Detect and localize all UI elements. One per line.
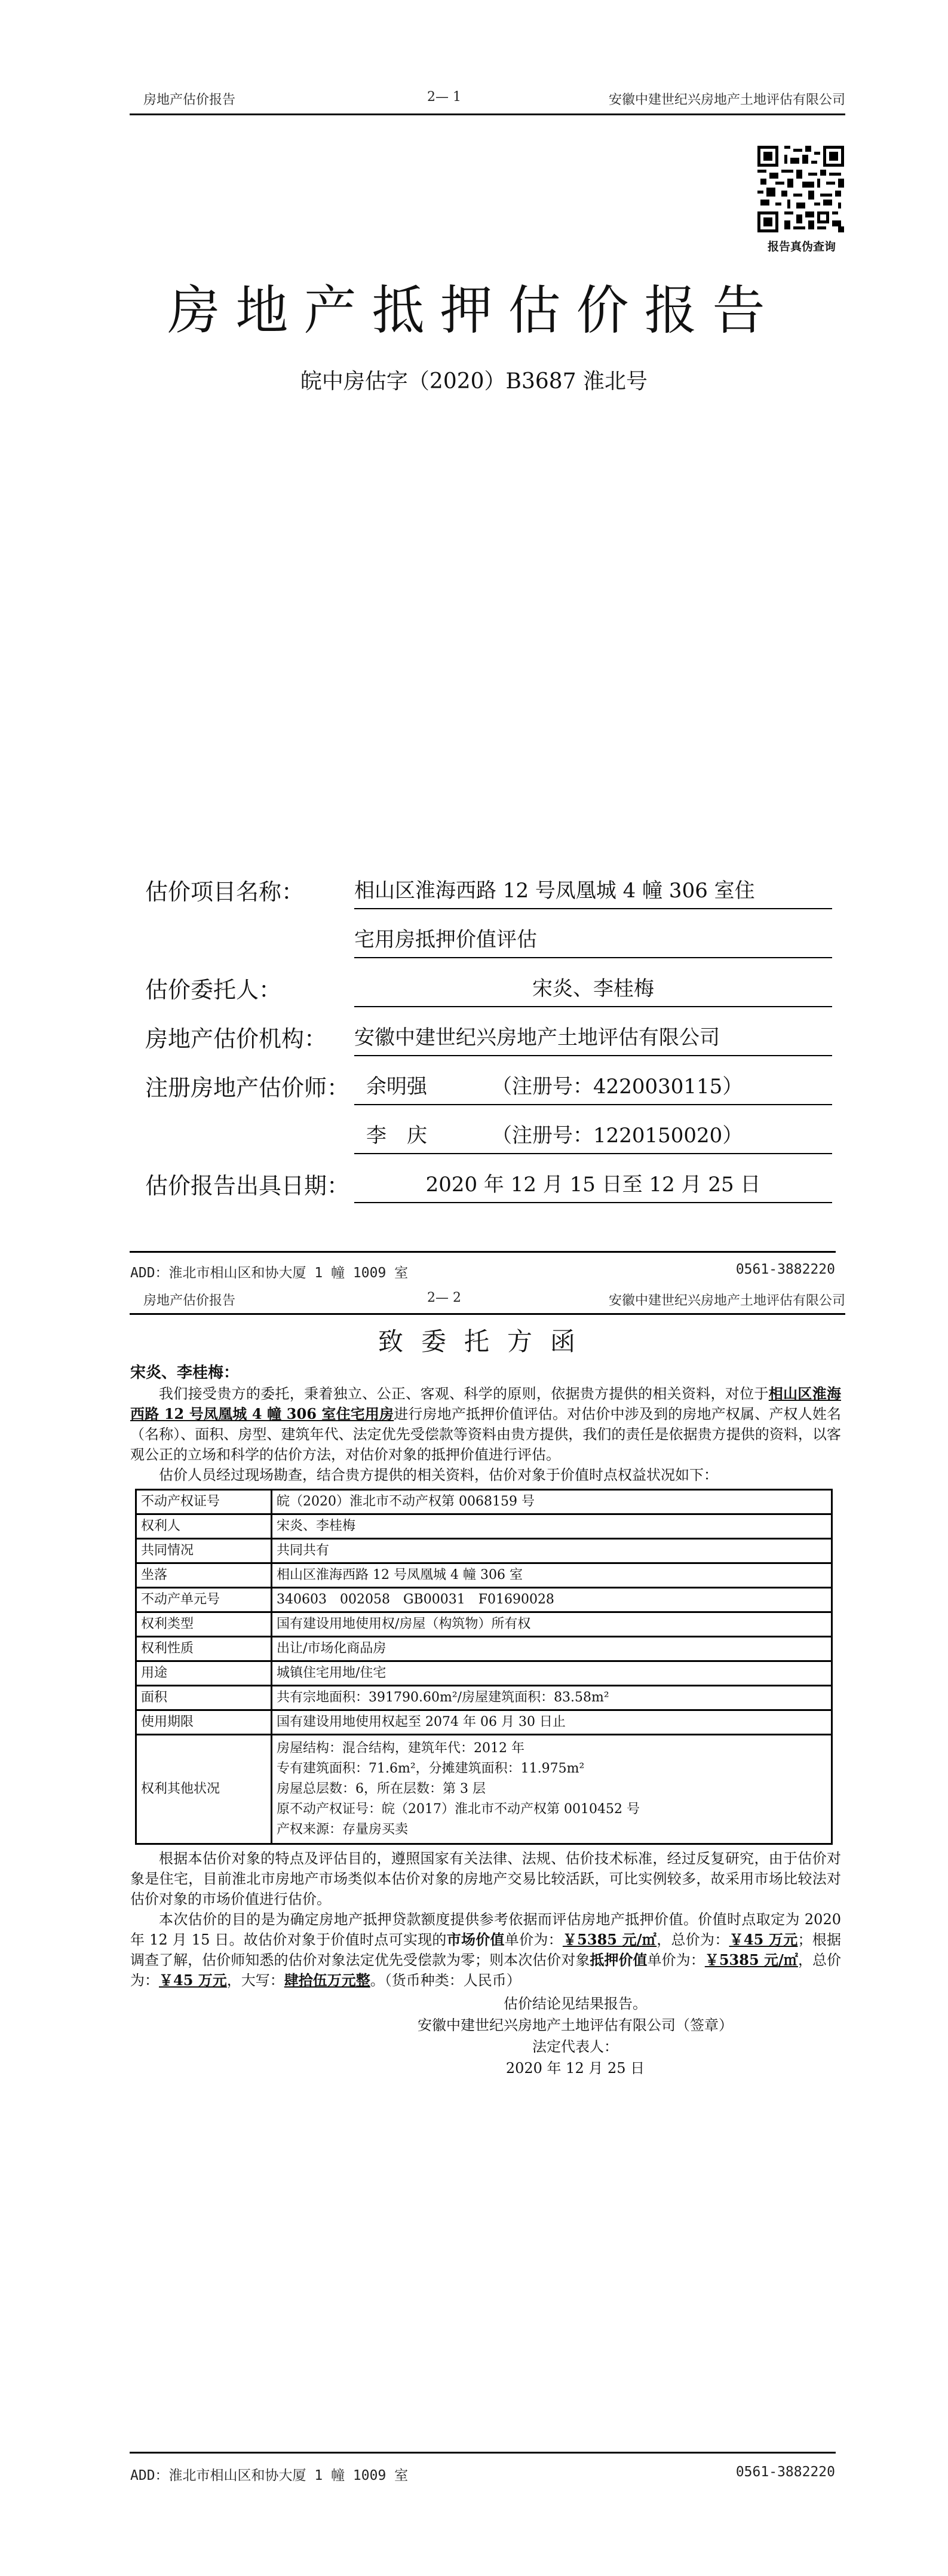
market-total-price: ￥45 万元 <box>729 1931 798 1948</box>
table-row <box>136 1686 832 1710</box>
footer-address: ADD：淮北市相山区和协大厦 1 幢 1009 室 <box>130 1265 409 1281</box>
date-value: 2020 年 12 月 15 日至 12 月 25 日 <box>354 1167 832 1203</box>
signature-date: 2020 年 12 月 25 日 <box>505 2060 645 2077</box>
header-company: 安徽中建世纪兴房地产土地评估有限公司 <box>608 93 845 108</box>
appraiser-2-reg: （注册号：1220150020） <box>492 1124 743 1148</box>
report-number: 皖中房估字（2020）B3687 淮北号 <box>300 369 648 394</box>
table-value: 皖（2020）淮北市不动产权第 0068159 号 <box>272 1490 832 1514</box>
cover-fields <box>145 873 832 1216</box>
intro-paragraph <box>130 1384 841 1465</box>
appraiser-row-2 <box>145 1118 832 1154</box>
client-value: 宋炎、李桂梅 <box>354 971 832 1007</box>
appraiser-1-name: 余明强 <box>366 1075 427 1099</box>
other-status-line: 产权来源：存量房买卖 <box>277 1822 409 1837</box>
table-row <box>136 1612 832 1637</box>
client-row <box>145 971 832 1007</box>
header-rule <box>130 114 845 115</box>
qr-caption: 报告真伪查询 <box>767 240 836 253</box>
value-text-1: 本次估价的目的是为确定房地产抵押贷款额度提供参考依据而评估房地产抵押价值。价值时点取定为 2020 年 12 月 15 日。故估价对象于价值时点可实现的 <box>130 1911 841 1948</box>
table-row <box>136 1588 832 1612</box>
signature-block <box>130 1993 841 2079</box>
table-key: 权利人 <box>136 1514 272 1539</box>
value-text-4: ；根据调查了解，估价师知悉的估价对象法定优先受偿款为零；则本次估价对象 <box>130 1931 842 1968</box>
salutation: 宋炎、李桂梅： <box>130 1364 240 1382</box>
footer-rule <box>130 2452 836 2454</box>
letter-title: 致委托方函 <box>378 1327 593 1356</box>
header-company: 安徽中建世纪兴房地产土地评估有限公司 <box>608 1293 845 1308</box>
footer-phone: 0561-3882220 <box>735 2464 835 2480</box>
header-left: 房地产估价报告 <box>143 93 236 108</box>
table-row <box>136 1563 832 1588</box>
date-row <box>145 1167 832 1203</box>
table-row <box>136 1539 832 1563</box>
survey-paragraph: 估价人员经过现场勘查，结合贵方提供的相关资料，估价对象于价值时点权益状况如下： <box>159 1467 718 1483</box>
table-key: 权利类型 <box>136 1612 272 1637</box>
property-rights-table <box>135 1489 833 1845</box>
project-name-row-2 <box>145 922 832 958</box>
table-row <box>136 1661 832 1686</box>
table-key: 不动产单元号 <box>136 1588 272 1612</box>
appraiser-label: 注册房地产估价师： <box>145 1075 350 1101</box>
table-value: 城镇住宅用地/住宅 <box>272 1661 832 1686</box>
table-value: 340603 002058 GB00031 F01690028 <box>272 1588 832 1612</box>
report-title: 房地产抵押估价报告 <box>167 280 781 341</box>
page-header <box>130 1290 845 1311</box>
table-key: 共同情况 <box>136 1539 272 1563</box>
market-value-label: 市场价值 <box>446 1931 505 1948</box>
table-value: 共同共有 <box>272 1539 832 1563</box>
table-key: 权利其他状况 <box>136 1735 272 1844</box>
valuation-subject: 相山区淮海西路 12 号凤凰城 4 幢 306 室住宅用房 <box>130 1385 841 1422</box>
header-rule <box>130 1313 845 1315</box>
intro-text-b: 进行房地产抵押价值评估。对估价中涉及到的房地产权属、产权人姓名（名称）、面积、房型、建筑年代、法定优先受偿款等资料由贵方提供，我们的责任是依据贵方提供的资料，以客观公正的立场和科学的估价方法，对估价对象的抵押价值进行评估。 <box>130 1406 842 1463</box>
footer-address: ADD：淮北市相山区和协大厦 1 幢 1009 室 <box>130 2468 409 2483</box>
project-name-line2: 宅用房抵押价值评估 <box>354 922 832 958</box>
value-text-6: ，总价为： <box>130 1952 842 1989</box>
table-key: 用途 <box>136 1661 272 1686</box>
table-key: 权利性质 <box>136 1637 272 1661</box>
page-header <box>130 90 845 110</box>
value-text-7: ，大写： <box>226 1972 284 1989</box>
value-paragraph <box>130 1909 841 1991</box>
other-status-line: 专有建筑面积：71.6m²，分摊建筑面积：11.975m² <box>277 1761 585 1776</box>
mortgage-total-words: 肆拾伍万元整 <box>284 1971 370 1989</box>
agency-row <box>145 1020 832 1056</box>
value-text-3: ，总价为： <box>656 1931 729 1948</box>
client-label: 估价委托人： <box>145 977 282 1003</box>
letter-body <box>130 1324 841 2079</box>
project-name-line1: 相山区淮海西路 12 号凤凰城 4 幢 306 室住 <box>354 873 832 909</box>
other-status-line: 房屋总层数：6，所在层数：第 3 层 <box>277 1781 486 1796</box>
market-unit-price: ￥5385 元/㎡ <box>562 1931 657 1948</box>
table-value: 国有建设用地使用权起至 2074 年 06 月 30 日止 <box>272 1710 832 1735</box>
table-key: 不动产权证号 <box>136 1490 272 1514</box>
mortgage-value-label: 抵押价值 <box>590 1951 648 1968</box>
appraiser-1-reg: （注册号：4220030115） <box>492 1075 743 1099</box>
appraiser-row-1 <box>145 1069 832 1105</box>
footer-rule <box>130 1251 836 1253</box>
appraiser-2-name: 李 庆 <box>366 1124 427 1148</box>
appraiser-1 <box>354 1069 832 1105</box>
appraiser-2 <box>354 1118 832 1154</box>
agency-value: 安徽中建世纪兴房地产土地评估有限公司 <box>354 1020 832 1056</box>
table-value: 国有建设用地使用权/房屋（构筑物）所有权 <box>272 1612 832 1637</box>
agency-label: 房地产估价机构： <box>145 1026 327 1052</box>
conclusion-note: 估价结论见结果报告。 <box>504 1995 647 2012</box>
table-row <box>136 1490 832 1514</box>
table-row <box>136 1637 832 1661</box>
mortgage-unit-price: ￥5385 元/㎡ <box>704 1951 798 1968</box>
legal-representative: 法定代表人： <box>532 2038 618 2055</box>
table-key: 面积 <box>136 1686 272 1710</box>
other-status-line: 原不动产权证号：皖（2017）淮北市不动产权第 0010452 号 <box>277 1802 640 1817</box>
header-page-number: 2— 1 <box>427 90 461 105</box>
table-value: 出让/市场化商品房 <box>272 1637 832 1661</box>
footer-phone: 0561-3882220 <box>735 1262 835 1277</box>
header-left: 房地产估价报告 <box>143 1293 236 1308</box>
table-key: 坐落 <box>136 1563 272 1588</box>
table-key: 使用期限 <box>136 1710 272 1735</box>
table-row <box>136 1710 832 1735</box>
project-name-label: 估价项目名称： <box>145 879 305 905</box>
table-row <box>136 1514 832 1539</box>
other-status-line: 房屋结构：混合结构，建筑年代：2012 年 <box>277 1741 524 1756</box>
method-paragraph: 根据本估价对象的特点及评估目的，遵照国家有关法律、法规、估价技术标准，经过反复研究，由于估价对象是住宅，目前淮北市房地产市场类似本估价对象的房地产交易比较活跃，可比实例较多，故采用市场比较法对估价对象的市场价值进行估价。 <box>130 1850 841 1908</box>
mortgage-total-price: ￥45 万元 <box>159 1971 227 1989</box>
table-row-other-status <box>136 1735 832 1844</box>
signature-company: 安徽中建世纪兴房地产土地评估有限公司（签章） <box>418 2017 733 2034</box>
value-text-8: 。（货币种类：人民币） <box>370 1972 521 1989</box>
table-value <box>272 1735 832 1844</box>
table-value: 相山区淮海西路 12 号凤凰城 4 幢 306 室 <box>272 1563 832 1588</box>
intro-text-a: 我们接受贵方的委托，秉着独立、公正、客观、科学的原则，依据贵方提供的相关资料，对位于 <box>159 1385 769 1402</box>
header-page-number: 2— 2 <box>427 1290 461 1305</box>
value-text-5: 单价为： <box>647 1952 705 1968</box>
table-value: 共有宗地面积：391790.60m²/房屋建筑面积：83.58m² <box>272 1686 832 1710</box>
project-name-row <box>145 873 832 909</box>
value-text-2: 单价为： <box>504 1931 563 1948</box>
qr-code-icon[interactable] <box>757 146 844 232</box>
date-label: 估价报告出具日期： <box>145 1173 350 1199</box>
table-value: 宋炎、李桂梅 <box>272 1514 832 1539</box>
